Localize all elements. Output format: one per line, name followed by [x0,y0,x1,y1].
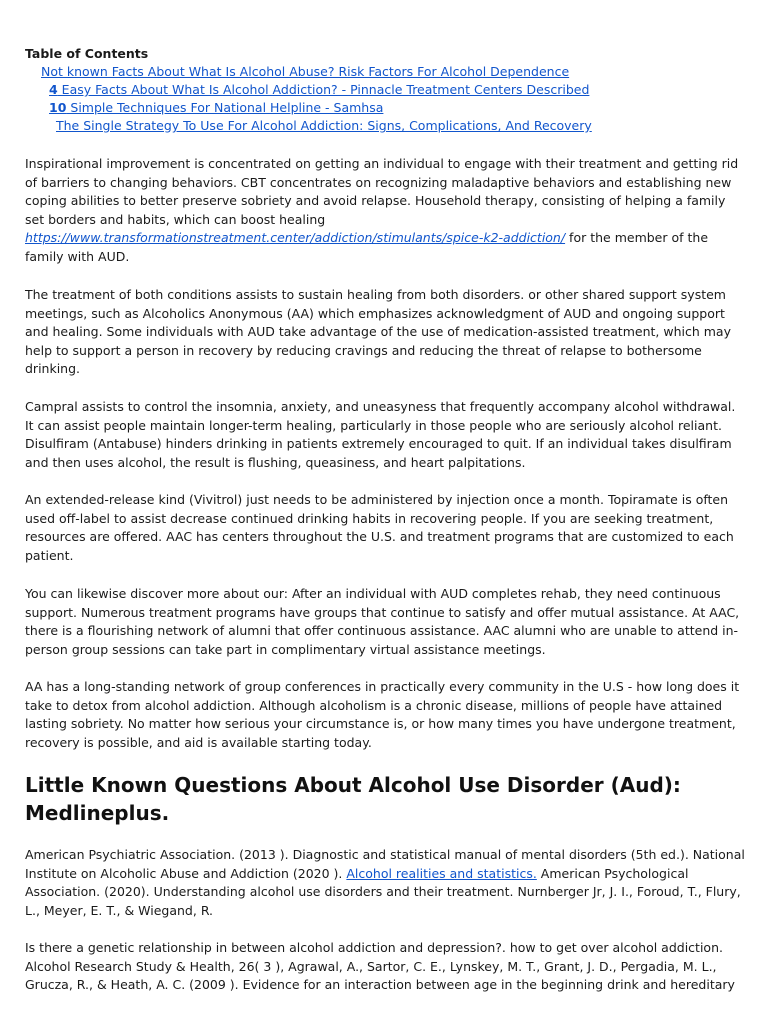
toc-link-4[interactable] [56,118,592,134]
toc-link-2-text: Easy Facts About What Is Alcohol Addiction? - Pinnacle Treatment Centers Described [57,82,590,97]
toc-title: Table of Contents [25,46,149,61]
toc-link-2[interactable] [49,82,589,98]
paragraph-6: AA has a long-standing network of group conferences in practically every community in the U.S - how long does it take to detox from alcohol addiction. Although alcoholism is a chronic disease, millions of people have attained lasting sobriety. No matter how serious your circumstance is, or how many times you have undergone treatment, recovery is possible, and aid is available starting today. [25,679,740,750]
paragraph-3: Campral assists to control the insomnia, anxiety, and uneasyness that frequently accompany alcohol withdrawal. It can assist people maintain longer-term healing, particularly in those people who are seriously alcohol reliant. Disulfiram (Antabuse) hinders drinking in patients extremely encouraged to quit. If an individual takes disulfiram and then uses alcohol, the result is flushing, queasiness, and heart palpitations. [25,399,736,470]
alcohol-statistics-link[interactable]: Alcohol realities and statistics. [346,865,537,881]
paragraph-7 [25,846,745,920]
toc-link-3-number: 10 [49,100,67,115]
paragraph-8: Is there a genetic relationship in between alcohol addiction and depression?. how to get over alcohol addiction. Alcohol Research Study & Health, 26( 3 ), Agrawal, A., Sartor, C. E., Lynskey, M. T., Grant, J. D., Pergadia, M. L., Grucza, R., & Heath, A. C. (2009 ). Evidence for an interaction between age in the beginning drink and hereditary [25,940,735,993]
toc-link-3-text: Simple Techniques For National Helpline - Samhsa [66,100,384,115]
paragraph-1 [25,155,745,267]
paragraph-2: The treatment of both conditions assists to sustain healing from both disorders. or other shared support system meetings, such as Alcoholics Anonymous (AA) which emphasizes acknowledgment of AUD and ongoing support and healing. Some individuals with AUD take advantage of the use of medication-assisted treatment, which may help to support a person in recovery by reducing cravings and reducing the threat of relapse to bothersome drinking. [25,287,731,377]
toc-link-1[interactable] [41,64,569,80]
paragraph-1-text-after: for the member of the family with AUD. [25,230,709,264]
section-heading: Little Known Questions About Alcohol Use Disorder (Aud): Medlineplus. [25,773,681,825]
paragraph-5: You can likewise discover more about our: After an individual with AUD completes rehab, they need continuous support. Numerous treatment programs have groups that continue to satisfy and offer mutual assistance. At AAC, there is a flourishing network of alumni that offer continuous assistance. AAC alumni who are unable to attend in-person group sessions can take part in complimentary virtual assistance meetings. [25,586,740,657]
treatment-url-link[interactable]: https://www.transformationstreatment.center/addiction/stimulants/spice-k2-addiction/ [25,230,566,246]
paragraph-1-text-before: Inspirational improvement is concentrated on getting an individual to engage with their treatment and getting rid of barriers to changing behaviors. CBT concentrates on recognizing maladaptive behaviors and establishing new coping abilities to better preserve sobriety and avoid relapse. Household therapy, consisting of helping a family set borders and habits, which can boost healing [25,156,739,227]
paragraph-7-text-before: American Psychiatric Association. (2013 ). Diagnostic and statistical manual of mental disorders (5th ed.). National Institute on Alcoholic Abuse and Addiction (2020 ). [25,847,745,881]
toc-link-2-number: 4 [49,82,58,97]
toc-link-1-text: Not known Facts About What Is Alcohol Abuse? Risk Factors For Alcohol Dependence [41,64,570,79]
toc-link-3[interactable] [49,100,383,116]
paragraph-4: An extended-release kind (Vivitrol) just needs to be administered by injection once a month. Topiramate is often used off-label to assist decrease continued drinking habits in recovering people. If you are seeking treatment, resources are offered. AAC has centers throughout the U.S. and treatment programs that are customized to each patient. [25,492,734,563]
paragraph-7-text-after: American Psychological Association. (2020). Understanding alcohol use disorders and their treatment. Nurnberger Jr, J. I., Foroud, T., Flury, L., Meyer, E. T., & Wiegand, R. [25,865,741,918]
toc-link-4-text: The Single Strategy To Use For Alcohol Addiction: Signs, Complications, And Recovery [56,118,592,133]
